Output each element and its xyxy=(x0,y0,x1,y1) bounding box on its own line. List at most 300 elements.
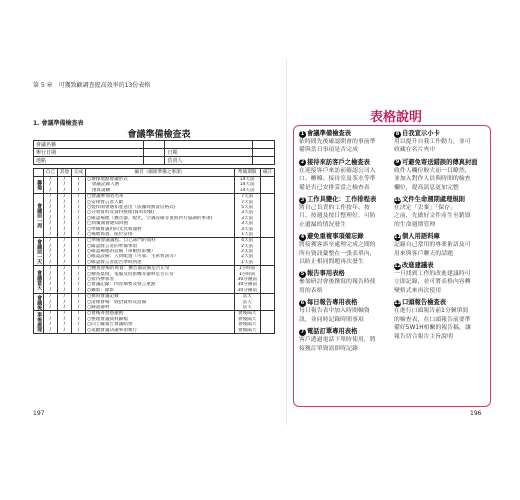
check-column-cell xyxy=(43,311,57,334)
checklist-item: ○撰寫會議記錄 xyxy=(87,294,119,300)
check-slash: / xyxy=(77,194,80,200)
deadline-value: 30分鐘前 xyxy=(237,277,258,283)
checklist-item: ○歸還器材 xyxy=(87,304,110,310)
deadline-value: 14天前 xyxy=(239,182,255,188)
section-category: 會議當天 xyxy=(34,266,44,294)
checklist-item: ○確認場地的設備（單槍投影機） xyxy=(87,249,156,255)
entry-line: 將接獲客訴至處理完成之間的 xyxy=(299,242,376,249)
entry-line: 的生命週期管理 xyxy=(394,221,436,228)
explanation-entry xyxy=(299,130,391,155)
entry-line: 變格式來再次使用 xyxy=(394,287,442,294)
check-slash: / xyxy=(63,204,66,210)
check-column-cell xyxy=(43,266,57,294)
entry-title-text: 電話訂單專用表格 xyxy=(307,328,358,336)
info-row xyxy=(34,141,275,149)
explanation-title: 表格說明 xyxy=(369,110,422,125)
entry-title xyxy=(299,270,391,278)
check-slash: / xyxy=(49,322,52,328)
deadline-cell xyxy=(234,266,260,294)
check-slash: / xyxy=(63,194,66,200)
checklist-item: ○確認發言者的準備事項 xyxy=(87,243,138,249)
check-slash: / xyxy=(77,266,80,272)
check-column-cell xyxy=(71,266,85,294)
deadline-value: 2天前 xyxy=(241,249,254,255)
entry-line: 收藏在名片夾中 xyxy=(394,147,436,154)
deadline-value: 當天 xyxy=(242,299,252,305)
check-slash: / xyxy=(49,266,52,272)
info-cell xyxy=(143,157,165,165)
explanation-entry xyxy=(394,159,486,192)
entry-line: 所有資訊彙整在一張表單內， xyxy=(299,250,376,257)
check-slash: / xyxy=(77,277,80,283)
entry-line: 備是否已安排妥當之檢查表 xyxy=(299,184,370,191)
entry-title-text: 可避免寄送錯誤的傳真封面 xyxy=(402,158,478,166)
entry-title-text: 每日報告專用表格 xyxy=(307,299,358,307)
entry-line: 每日報告表中加入時間軸資 xyxy=(299,308,370,315)
entry-title-text: 會議準備檢查表 xyxy=(307,130,352,137)
checklist-item: ○攝影：錄影 xyxy=(87,287,115,293)
checklist-item: 預算請購 xyxy=(87,187,111,193)
entry-line: 參加研討會後撰寫的報告時使 xyxy=(299,279,376,286)
check-slash: / xyxy=(49,238,52,244)
checklist-item: ○整理會議資料歸檔 xyxy=(87,316,128,322)
check-slash: / xyxy=(63,277,66,283)
entry-line: 記錄自己常用的專業術語及可 xyxy=(394,242,471,249)
entry-title-text: 接待來訪客戶之檢查表 xyxy=(307,158,370,166)
entry-line: 在迎接客戶來訪前確認公司入 xyxy=(299,167,376,174)
entry-line: 將自己負責的工作按年、按 xyxy=(299,205,370,212)
entry-title xyxy=(299,130,391,138)
entry-title xyxy=(394,196,486,204)
deadline-cell xyxy=(234,294,260,311)
checklist-section-row xyxy=(34,238,275,266)
entry-number-badge: 3 xyxy=(300,196,305,203)
explanation-entry xyxy=(394,196,486,229)
entry-line: 接獲訂單資訊即時記錄 xyxy=(299,345,358,352)
check-slash: / xyxy=(77,231,80,237)
check-column-cell xyxy=(71,194,85,238)
check-slash: / xyxy=(49,316,52,322)
page-number-right: 196 xyxy=(470,410,482,417)
items-cell xyxy=(86,177,235,194)
meeting-info-table xyxy=(33,140,275,165)
check-slash: / xyxy=(49,194,52,200)
entry-line: 月、按週及按日整理好，可防 xyxy=(299,213,376,220)
explanation-entry xyxy=(394,299,486,341)
check-column-cell xyxy=(71,177,85,194)
info-cell: 地點 xyxy=(34,157,144,165)
check-slash: / xyxy=(63,294,66,300)
explanation-column-right xyxy=(394,130,486,345)
entry-line: 在決定「丟棄」「保存」 xyxy=(394,205,456,212)
checklist-section-row xyxy=(34,294,275,311)
entry-description xyxy=(394,307,486,341)
info-cell: 負責人 xyxy=(165,157,253,165)
page-number-left: 197 xyxy=(33,410,45,417)
checklist-item: 會議記錄人選 xyxy=(87,182,120,188)
info-cell: 會議名稱 xyxy=(34,141,144,149)
check-slash: / xyxy=(63,282,66,288)
check-slash: / xyxy=(63,316,66,322)
note-cell xyxy=(260,266,274,294)
check-slash: / xyxy=(63,327,66,333)
check-slash: / xyxy=(77,226,80,232)
check-slash: / xyxy=(77,221,80,227)
entry-line: 備與當日事項是否完成 xyxy=(299,147,358,154)
column-header: 完成 xyxy=(71,169,85,177)
check-slash: / xyxy=(77,177,80,182)
check-slash: / xyxy=(49,271,52,277)
entry-title-text: 自我宣示小卡 xyxy=(402,130,440,137)
deadline-cell xyxy=(234,194,260,238)
entry-description xyxy=(299,167,391,192)
section-category: 會議前一天 xyxy=(34,238,44,266)
checklist-item: ○分發資料及資料整理(資料份數) xyxy=(87,210,155,216)
deadline-value: 會後隔天 xyxy=(238,322,257,328)
deadline-value: 14天前 xyxy=(239,187,255,193)
entry-number-badge: 9 xyxy=(395,159,400,166)
deadline-value: 當天 xyxy=(242,294,252,300)
entry-line: 口、櫃檯、接待室及茶水等準 xyxy=(299,176,376,183)
note-cell xyxy=(260,311,274,334)
entry-number-badge: 4 xyxy=(300,233,305,240)
entry-number-badge: 11 xyxy=(394,233,401,240)
check-slash: / xyxy=(63,199,66,205)
entry-line: 依時間先後確認開會的事前準 xyxy=(299,139,376,145)
entry-line: 並加入對作人員與時間的檢查 xyxy=(394,176,471,183)
check-slash: / xyxy=(77,182,80,188)
check-slash: / xyxy=(77,294,80,300)
check-slash: / xyxy=(49,282,52,288)
entry-number-badge: 8 xyxy=(395,130,400,137)
deadline-value: 14天前 xyxy=(239,177,255,182)
deadline-value: 會後隔天 xyxy=(238,327,257,333)
info-cell: 日期 xyxy=(165,149,253,157)
checklist-item: □會議參加者名單 xyxy=(87,194,124,200)
entry-title xyxy=(299,159,391,167)
deadline-value: 1天前 xyxy=(241,259,254,265)
deadline-value: 2天前 xyxy=(241,254,254,260)
checklist-item: ○安排發言者人數 xyxy=(87,199,124,205)
deadline-value: 會後隔天 xyxy=(238,311,257,317)
section-category: 事後處理 xyxy=(34,311,44,334)
deadline-value: 3天前 xyxy=(241,226,254,232)
info-row xyxy=(34,157,275,165)
checklist-section-row xyxy=(34,194,275,238)
entry-line: 備好5W1H相關的報告稿，讓 xyxy=(394,325,471,332)
entry-description xyxy=(299,278,391,295)
check-slash: / xyxy=(77,249,80,255)
entry-line: 以防止相同問題再次發生 xyxy=(299,259,364,266)
entry-line: 一旦找到工作的改進建議時可 xyxy=(394,271,471,278)
deadline-value: 3天前 xyxy=(241,215,254,221)
section-heading: 1. 會議準備檢查表 xyxy=(33,120,84,127)
explanation-entry xyxy=(299,299,391,324)
check-slash: / xyxy=(49,327,52,333)
entry-line: 報告切合報告主旨說明 xyxy=(394,333,453,340)
entry-title xyxy=(299,328,391,336)
info-cell xyxy=(253,141,275,149)
check-slash: / xyxy=(49,294,52,300)
checklist-item: ○追蹤會議決議事項執行 xyxy=(87,327,138,333)
entry-line: 用來與客戶聊天的話題 xyxy=(394,250,453,257)
column-header: 備註 xyxy=(260,169,274,177)
entry-number-badge: 5 xyxy=(300,270,305,277)
check-slash: / xyxy=(77,187,80,193)
info-cell xyxy=(253,149,275,157)
info-row xyxy=(34,149,275,157)
deadline-cell xyxy=(234,311,260,334)
note-cell xyxy=(260,194,274,238)
check-slash: / xyxy=(49,254,52,260)
entry-title xyxy=(299,196,391,204)
entry-number-badge: 2 xyxy=(300,159,305,166)
deadline-value: 1小時前 xyxy=(238,266,256,272)
check-slash: / xyxy=(49,287,52,293)
items-cell xyxy=(86,311,235,334)
check-slash: / xyxy=(77,299,80,305)
deadline-value: 7天前 xyxy=(241,199,254,205)
entry-title-text: 改進建議表 xyxy=(402,262,434,270)
checklist-item: ○會議記錄：內容摘要及發言重點 xyxy=(87,282,156,288)
check-slash: / xyxy=(77,204,80,210)
deadline-value: 4天前 xyxy=(241,238,254,244)
column-header: 其他 xyxy=(57,169,71,177)
entry-title xyxy=(299,299,391,307)
info-cell: 舉行日期 xyxy=(34,149,144,157)
entry-line: 用的表格 xyxy=(299,287,323,294)
entry-title xyxy=(394,262,486,270)
checklist-item: □準備會議議程、自己部門的資料 xyxy=(87,238,156,244)
entry-title-text: 工作具變化：工作排程表 xyxy=(307,196,377,204)
deadline-value: 2天前 xyxy=(241,243,254,249)
check-slash: / xyxy=(77,199,80,205)
checklist-section-row xyxy=(34,311,275,334)
note-cell xyxy=(260,294,274,311)
entry-line: 客戶透過電話下單時使用，將 xyxy=(299,337,376,344)
column-header: 細目（細節準備之事項） xyxy=(86,169,235,177)
entry-description xyxy=(394,167,486,192)
entry-title-text: 報告事用表格 xyxy=(307,270,345,278)
check-slash: / xyxy=(63,259,66,265)
check-slash: / xyxy=(63,304,66,310)
check-slash: / xyxy=(49,277,52,283)
deadline-value: 5天前 xyxy=(241,204,254,210)
check-slash: / xyxy=(49,177,52,182)
entry-description xyxy=(394,241,486,258)
entry-line: 的檢查表，在口頭報告前要準 xyxy=(394,316,471,323)
deadline-value: 30分鐘前 xyxy=(237,282,258,288)
checklist-item: ○向上級報告會議結果 xyxy=(87,322,133,328)
entry-number-badge: 7 xyxy=(300,328,305,335)
deadline-value: 3天前 xyxy=(241,210,254,216)
deadline-value: 1小時前 xyxy=(238,271,256,277)
check-slash: / xyxy=(77,238,80,244)
check-column-cell xyxy=(57,238,71,266)
info-cell xyxy=(165,141,253,149)
entry-number-badge: 1 xyxy=(300,130,305,137)
entry-title xyxy=(394,159,486,167)
entry-description xyxy=(394,204,486,229)
check-slash: / xyxy=(63,238,66,244)
check-slash: / xyxy=(49,249,52,255)
entry-description xyxy=(299,138,391,155)
explanation-column-left xyxy=(299,130,391,357)
entry-title xyxy=(394,299,486,307)
note-cell xyxy=(260,238,274,266)
check-column-cell xyxy=(71,294,85,311)
checklist-item: ○場地佈置、座位安排 xyxy=(87,231,133,237)
check-slash: / xyxy=(77,243,80,249)
items-cell xyxy=(86,194,235,238)
items-cell xyxy=(86,266,235,294)
items-cell xyxy=(86,294,235,311)
check-slash: / xyxy=(63,221,66,227)
check-slash: / xyxy=(77,271,80,277)
check-column-cell xyxy=(57,294,71,311)
column-header xyxy=(34,169,44,177)
open-book-spread xyxy=(27,60,493,425)
check-slash: / xyxy=(63,311,66,317)
check-slash: / xyxy=(49,182,52,188)
deadline-value: 當天 xyxy=(242,304,252,310)
checklist-item: ○選擇地點會議形式 xyxy=(87,177,128,182)
check-slash: / xyxy=(63,271,66,277)
entry-line: 之前，先做好文件產生至銷毀 xyxy=(394,213,471,220)
deadline-cell xyxy=(234,177,260,194)
check-column-cell xyxy=(43,194,57,238)
explanation-entry xyxy=(299,196,391,229)
check-slash: / xyxy=(63,254,66,260)
check-slash: / xyxy=(77,327,80,333)
check-slash: / xyxy=(49,226,52,232)
check-slash: / xyxy=(77,316,80,322)
explanation-entry xyxy=(394,262,486,295)
deadline-value: 3天前 xyxy=(241,221,254,227)
info-cell xyxy=(143,141,165,149)
entry-number-badge: 6 xyxy=(300,299,305,306)
check-slash: / xyxy=(63,266,66,272)
entry-title xyxy=(299,233,391,241)
entry-title xyxy=(394,233,486,241)
check-slash: / xyxy=(49,210,52,216)
check-slash: / xyxy=(77,215,80,221)
check-slash: / xyxy=(49,199,52,205)
entry-line: 在進行口頭報告前1分鐘填寫 xyxy=(394,308,469,315)
check-slash: / xyxy=(63,287,66,293)
entry-line: 收件人欄位較大而一目瞭然， xyxy=(394,167,471,174)
check-slash: / xyxy=(77,311,80,317)
checklist-item: ○確認場地（擴音器、燈光、空調設備等並與對方協調的事項) xyxy=(87,215,213,221)
check-slash: / xyxy=(77,259,80,265)
column-header: 自己 xyxy=(43,169,57,177)
check-column-cell xyxy=(57,311,71,334)
check-slash: / xyxy=(63,182,66,188)
entry-description xyxy=(299,307,391,324)
section-category: 會議前一周 xyxy=(34,194,44,238)
items-cell xyxy=(86,238,235,266)
check-column-cell xyxy=(57,266,71,294)
check-slash: / xyxy=(63,187,66,193)
deadline-value: 1天前 xyxy=(241,231,254,237)
check-slash: / xyxy=(63,299,66,305)
entry-description xyxy=(394,138,486,155)
checklist-item: ○確認發言者能否準時到達 xyxy=(87,259,142,265)
check-slash: / xyxy=(49,187,52,193)
check-slash: / xyxy=(49,304,52,310)
check-slash: / xyxy=(63,249,66,255)
entry-title-text: 避免重複事項備忘錄 xyxy=(307,233,364,241)
entry-line: 用以提升自我工作動力，並可 xyxy=(394,139,471,145)
book-spine xyxy=(286,60,287,425)
check-slash: / xyxy=(77,322,80,328)
checklist-section-row xyxy=(34,177,275,194)
check-column-cell xyxy=(71,311,85,334)
checklist-item: ○製作開會通知並送出（依據商務書信格式) xyxy=(87,204,176,210)
entry-line: 立即記錄，並可將表格內容轉 xyxy=(394,279,471,286)
check-column-cell xyxy=(57,177,71,194)
checklist-section-row xyxy=(34,266,275,294)
deadline-cell xyxy=(234,238,260,266)
entry-description xyxy=(299,204,391,229)
section-category: 會議後 xyxy=(34,294,44,311)
check-column-cell xyxy=(43,238,57,266)
form-title: 會議準備檢查表 xyxy=(127,130,191,140)
check-slash: / xyxy=(77,282,80,288)
check-slash: / xyxy=(77,287,80,293)
checklist-item: ○檢查桌椅、電腦及投影機等器材是否正常 xyxy=(87,271,174,277)
check-slash: / xyxy=(49,259,52,265)
checklist-item: □回覆開會通知回函 xyxy=(87,221,129,227)
checklist-item: ○準備會議用的文具和器材 xyxy=(87,226,142,232)
check-slash: / xyxy=(63,215,66,221)
note-cell xyxy=(260,177,274,194)
deadline-value: 會後隔天 xyxy=(238,316,257,322)
check-slash: / xyxy=(77,210,80,216)
check-slash: / xyxy=(49,221,52,227)
checklist-item: ○會後寄發感謝函 xyxy=(87,311,124,317)
check-slash: / xyxy=(49,243,52,249)
deadline-value: 30分鐘前 xyxy=(237,287,258,293)
entry-number-badge: 10 xyxy=(394,196,401,203)
check-slash: / xyxy=(49,299,52,305)
column-header: 準備期限 xyxy=(234,169,260,177)
check-slash: / xyxy=(49,231,52,237)
check-slash: / xyxy=(49,215,52,221)
entry-description xyxy=(299,241,391,266)
check-column-cell xyxy=(71,238,85,266)
entry-line: 訊，並同時記錄時間事項 xyxy=(299,316,364,323)
explanation-entry xyxy=(394,233,486,258)
deadline-value: 7天前 xyxy=(241,194,254,200)
check-column-cell xyxy=(43,294,57,311)
info-cell xyxy=(253,157,275,165)
check-column-cell xyxy=(43,177,57,194)
explanation-entry xyxy=(299,159,391,192)
meeting-checklist-table xyxy=(33,168,275,334)
check-slash: / xyxy=(77,254,80,260)
checklist-item: ○確認設備：人員配置（可靠、主席致詞等） xyxy=(87,254,179,260)
check-column-cell xyxy=(57,194,71,238)
entry-description xyxy=(299,336,391,353)
check-slash: / xyxy=(63,231,66,237)
checklist-item: □檢查會場的佈置：擴音器設備是否正常 xyxy=(87,266,170,272)
entry-line: 欄位，提高訊息更加完整 xyxy=(394,184,459,191)
explanation-entry xyxy=(299,328,391,353)
entry-number-badge: 12 xyxy=(394,262,401,269)
entry-title-text: 口頭報告檢查表 xyxy=(402,299,447,307)
checklist-item: ○接待參加者 xyxy=(87,277,115,283)
